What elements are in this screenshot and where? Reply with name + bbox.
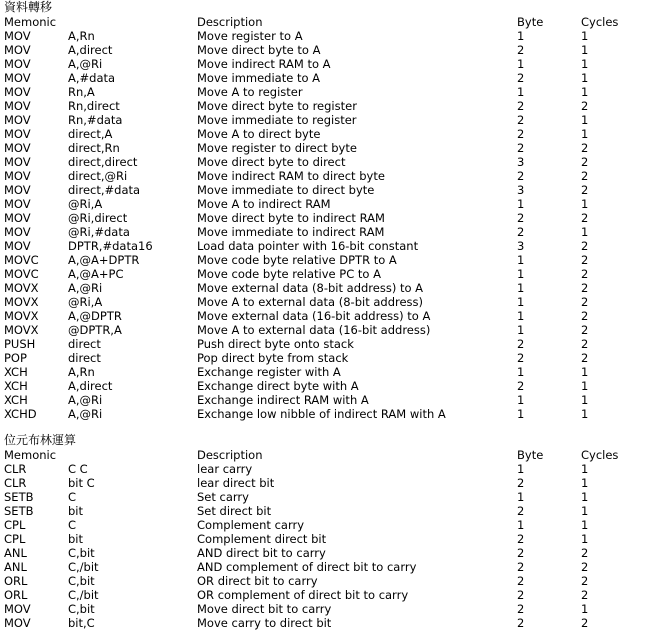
row-cycles: 1 [581,85,589,99]
row-mnemonic: ORL [4,574,28,588]
row-bytes: 2 [517,504,525,518]
row-description: Move external data (16-bit address) to A [197,309,431,323]
table-row [0,351,650,365]
row-cycles: 2 [581,295,589,309]
row-mnemonic: POP [4,351,27,365]
row-description: Exchange direct byte with A [197,379,359,393]
row-operands: direct,A [68,127,113,141]
row-mnemonic: MOV [4,113,31,127]
row-description: Move carry to direct bit [197,616,332,630]
row-cycles: 2 [581,267,589,281]
row-description: Load data pointer with 16-bit constant [197,239,419,253]
row-description: Move code byte relative PC to A [197,267,381,281]
row-bytes: 2 [517,588,525,602]
row-bytes: 2 [517,127,525,141]
row-bytes: 1 [517,365,525,379]
row-description: Move immediate to direct byte [197,183,375,197]
row-cycles: 1 [581,225,589,239]
table-row [0,267,650,281]
row-mnemonic: ORL [4,588,28,602]
row-operands: @DPTR,A [68,323,122,337]
row-description: Move code byte relative DPTR to A [197,253,397,267]
row-operands: Rn,A [68,85,95,99]
row-operands: A,direct [68,379,113,393]
table-row [0,490,650,504]
row-description: lear carry [197,462,253,476]
header-cycles: Cycles [581,448,619,462]
table-row [0,365,650,379]
table-row [0,532,650,546]
row-bytes: 3 [517,239,525,253]
row-cycles: 2 [581,183,589,197]
row-cycles: 1 [581,57,589,71]
row-mnemonic: XCH [4,365,28,379]
row-cycles: 1 [581,532,589,546]
row-operands: bit [68,504,84,518]
row-bytes: 2 [517,141,525,155]
row-description: Move A to external data (16-bit address) [197,323,431,337]
table-row [0,211,650,225]
row-operands: A,direct [68,43,113,57]
table-row [0,253,650,267]
row-description: Move A to register [197,85,303,99]
row-cycles: 1 [581,476,589,490]
table-row [0,616,650,630]
row-bytes: 2 [517,99,525,113]
row-description: Move direct byte to A [197,43,321,57]
row-description: AND direct bit to carry [197,546,326,560]
row-mnemonic: MOVX [4,295,39,309]
row-mnemonic: CLR [4,476,27,490]
table-row [0,141,650,155]
row-cycles: 2 [581,141,589,155]
row-mnemonic: PUSH [4,337,36,351]
table-row [0,504,650,518]
row-mnemonic: MOV [4,71,31,85]
row-bytes: 2 [517,351,525,365]
table-row [0,197,650,211]
row-description: Move immediate to register [197,113,357,127]
row-operands: direct,Rn [68,141,120,155]
row-description: Move immediate to indirect RAM [197,225,385,239]
header-cycles: Cycles [581,15,619,29]
row-mnemonic: MOV [4,43,31,57]
row-bytes: 1 [517,29,525,43]
table-row [0,99,650,113]
row-description: Set carry [197,490,249,504]
row-description: Move register to A [197,29,303,43]
row-mnemonic: MOV [4,239,31,253]
row-description: AND complement of direct bit to carry [197,560,417,574]
table-row [0,588,650,602]
row-description: Move indirect RAM to A [197,57,331,71]
row-mnemonic: MOVC [4,267,39,281]
row-description: lear direct bit [197,476,275,490]
row-operands: direct [68,351,101,365]
table-row [0,225,650,239]
row-description: OR direct bit to carry [197,574,318,588]
row-bytes: 2 [517,574,525,588]
row-bytes: 2 [517,211,525,225]
row-bytes: 2 [517,532,525,546]
row-mnemonic: MOV [4,211,31,225]
row-operands: @Ri,direct [68,211,128,225]
row-bytes: 1 [517,85,525,99]
row-operands: A,@Ri [68,57,103,71]
row-cycles: 1 [581,71,589,85]
row-cycles: 1 [581,379,589,393]
row-cycles: 1 [581,602,589,616]
table-row [0,546,650,560]
table-row [0,379,650,393]
row-cycles: 2 [581,323,589,337]
row-operands: C,/bit [68,588,99,602]
row-bytes: 1 [517,462,525,476]
row-bytes: 3 [517,155,525,169]
table-row [0,57,650,71]
table-row [0,309,650,323]
row-description: Complement direct bit [197,532,327,546]
row-bytes: 1 [517,407,525,421]
row-mnemonic: ANL [4,560,27,574]
row-cycles: 1 [581,462,589,476]
row-operands: A,@A+DPTR [68,253,140,267]
row-cycles: 1 [581,504,589,518]
row-operands: direct,#data [68,183,141,197]
row-operands: C,bit [68,574,95,588]
table-row [0,393,650,407]
row-mnemonic: XCH [4,393,28,407]
row-bytes: 2 [517,379,525,393]
row-bytes: 1 [517,295,525,309]
table-row [0,560,650,574]
row-operands: A,@DPTR [68,309,122,323]
row-description: Exchange low nibble of indirect RAM with A [197,407,446,421]
row-mnemonic: ANL [4,546,27,560]
row-description: Move direct bit to carry [197,602,332,616]
row-mnemonic: MOVC [4,253,39,267]
table-row [0,155,650,169]
row-mnemonic: MOV [4,197,31,211]
row-operands: A,Rn [68,365,95,379]
row-bytes: 1 [517,393,525,407]
row-description: Move indirect RAM to direct byte [197,169,385,183]
table-row [0,295,650,309]
row-operands: C [68,490,77,504]
row-cycles: 2 [581,560,589,574]
row-operands: @Ri,#data [68,225,130,239]
row-mnemonic: MOV [4,85,31,99]
row-operands: bit [68,532,84,546]
header-bytes: Byte [517,448,544,462]
row-description: Move direct byte to direct [197,155,346,169]
row-cycles: 2 [581,351,589,365]
row-bytes: 2 [517,560,525,574]
row-cycles: 1 [581,490,589,504]
row-mnemonic: SETB [4,504,34,518]
row-operands: A,@A+PC [68,267,124,281]
row-cycles: 2 [581,337,589,351]
table-row [0,169,650,183]
row-description: Move A to direct byte [197,127,321,141]
row-operands: A,@Ri [68,407,103,421]
row-cycles: 1 [581,29,589,43]
row-cycles: 2 [581,155,589,169]
row-bytes: 2 [517,225,525,239]
row-mnemonic: MOV [4,602,31,616]
row-operands: DPTR,#data16 [68,239,153,253]
table-row [0,337,650,351]
table-row [0,113,650,127]
row-bytes: 1 [517,281,525,295]
row-mnemonic: MOV [4,169,31,183]
row-bytes: 2 [517,476,525,490]
row-operands: C C [68,462,88,476]
row-bytes: 2 [517,602,525,616]
row-description: OR complement of direct bit to carry [197,588,409,602]
row-mnemonic: MOV [4,29,31,43]
row-operands: bit C [68,476,95,490]
header-mnemonic: Memonic [4,15,57,29]
header-description: Description [197,15,263,29]
row-bytes: 1 [517,267,525,281]
section-title-data-transfer: 資料轉移 [4,0,53,14]
row-mnemonic: MOVX [4,281,39,295]
table-row [0,239,650,253]
row-description: Push direct byte onto stack [197,337,354,351]
row-bytes: 1 [517,490,525,504]
row-bytes: 1 [517,309,525,323]
row-description: Move immediate to A [197,71,321,85]
row-operands: A,@Ri [68,281,103,295]
table-header-row [0,448,650,462]
row-cycles: 1 [581,197,589,211]
row-cycles: 2 [581,574,589,588]
row-cycles: 1 [581,127,589,141]
table-row [0,602,650,616]
table-row [0,183,650,197]
row-bytes: 3 [517,183,525,197]
row-bytes: 1 [517,253,525,267]
row-mnemonic: CPL [4,518,26,532]
row-operands: A,@Ri [68,393,103,407]
row-cycles: 1 [581,113,589,127]
row-operands: Rn,direct [68,99,120,113]
row-description: Set direct bit [197,504,272,518]
row-bytes: 2 [517,43,525,57]
table-header-row [0,15,650,29]
row-operands: bit,C [68,616,95,630]
row-cycles: 2 [581,616,589,630]
row-description: Move A to external data (8-bit address) [197,295,424,309]
row-description: Move direct byte to indirect RAM [197,211,385,225]
table-row [0,127,650,141]
row-mnemonic: SETB [4,490,34,504]
table-row [0,407,650,421]
table-row [0,85,650,99]
row-bytes: 1 [517,323,525,337]
row-cycles: 1 [581,365,589,379]
row-mnemonic: XCHD [4,407,37,421]
table-row [0,71,650,85]
row-cycles: 2 [581,211,589,225]
row-mnemonic: MOV [4,99,31,113]
row-operands: C [68,518,77,532]
row-operands: A,#data [68,71,116,85]
row-mnemonic: MOV [4,57,31,71]
row-description: Move A to indirect RAM [197,197,331,211]
table-row [0,462,650,476]
row-bytes: 2 [517,169,525,183]
row-mnemonic: MOV [4,141,31,155]
row-cycles: 2 [581,281,589,295]
row-cycles: 2 [581,169,589,183]
row-cycles: 2 [581,239,589,253]
row-mnemonic: CPL [4,532,26,546]
row-mnemonic: MOV [4,155,31,169]
row-cycles: 1 [581,393,589,407]
table-row [0,43,650,57]
row-mnemonic: XCH [4,379,28,393]
row-description: Move register to direct byte [197,141,357,155]
row-bytes: 2 [517,616,525,630]
row-mnemonic: MOV [4,127,31,141]
row-cycles: 1 [581,407,589,421]
row-cycles: 2 [581,99,589,113]
row-description: Exchange indirect RAM with A [197,393,369,407]
row-operands: @Ri,A [68,295,103,309]
row-cycles: 1 [581,43,589,57]
table-row [0,29,650,43]
table-row [0,476,650,490]
row-operands: Rn,#data [68,113,123,127]
row-operands: direct [68,337,101,351]
row-operands: direct,@Ri [68,169,128,183]
row-bytes: 1 [517,197,525,211]
row-mnemonic: MOVX [4,309,39,323]
table-row [0,281,650,295]
row-operands: @Ri,A [68,197,103,211]
row-description: Pop direct byte from stack [197,351,349,365]
row-bytes: 2 [517,71,525,85]
row-description: Exchange register with A [197,365,341,379]
row-operands: C,/bit [68,560,99,574]
header-bytes: Byte [517,15,544,29]
row-mnemonic: MOVX [4,323,39,337]
row-mnemonic: CLR [4,462,27,476]
row-bytes: 1 [517,57,525,71]
row-bytes: 2 [517,337,525,351]
row-mnemonic: MOV [4,225,31,239]
row-mnemonic: MOV [4,616,31,630]
section-title-boolean-ops: 位元布林運算 [4,433,77,447]
row-cycles: 2 [581,546,589,560]
row-operands: C,bit [68,602,95,616]
row-description: Complement carry [197,518,304,532]
header-description: Description [197,448,263,462]
table-row [0,323,650,337]
row-operands: A,Rn [68,29,95,43]
row-bytes: 2 [517,546,525,560]
row-operands: C,bit [68,546,95,560]
header-mnemonic: Memonic [4,448,57,462]
table-row [0,518,650,532]
table-row [0,574,650,588]
row-cycles: 2 [581,309,589,323]
row-cycles: 1 [581,518,589,532]
row-bytes: 1 [517,518,525,532]
row-bytes: 2 [517,113,525,127]
row-description: Move direct byte to register [197,99,357,113]
row-cycles: 2 [581,588,589,602]
row-cycles: 2 [581,253,589,267]
row-description: Move external data (8-bit address) to A [197,281,424,295]
row-operands: direct,direct [68,155,138,169]
row-mnemonic: MOV [4,183,31,197]
